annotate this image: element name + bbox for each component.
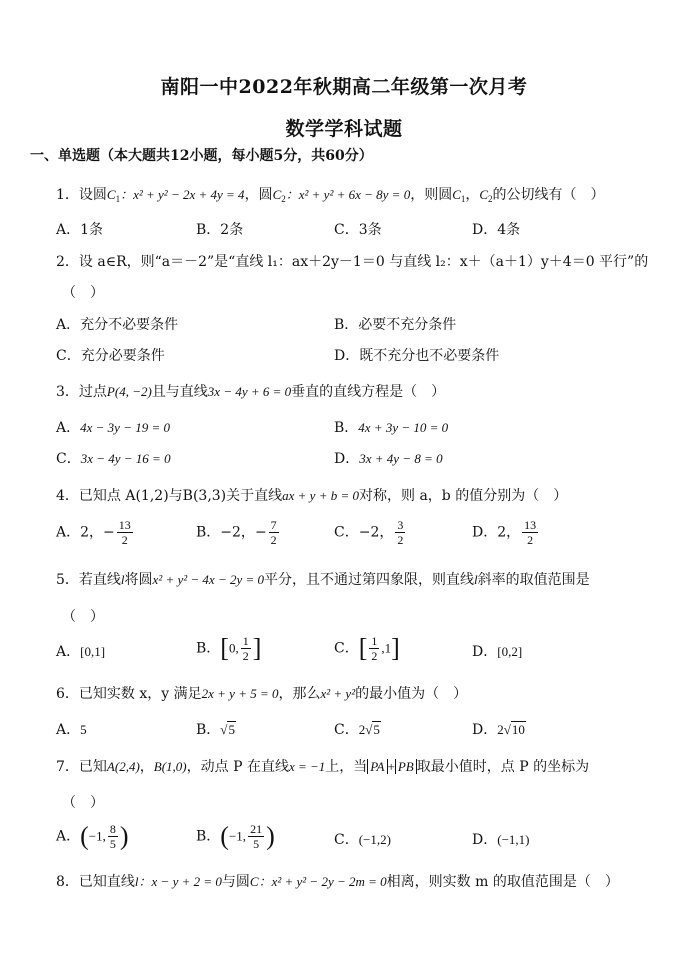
q3-option-d[interactable]: D．3x + 4y − 8 = 0 [334, 451, 443, 467]
page-subtitle: 数学学科试题 [285, 118, 403, 140]
q7-option-d[interactable]: D．(−1,1) [472, 832, 530, 848]
q3-option-c[interactable]: C．3x − 4y − 16 = 0 [56, 451, 171, 467]
q6-option-a[interactable]: A．5 [56, 722, 87, 738]
section-heading: 一、单选题（本大题共12小题，每小题5分，共60分） [30, 148, 373, 164]
q2-option-d[interactable]: D．既不充分也不必要条件 [334, 348, 500, 364]
question-7: 7．已知A(2,4)，B(1,0)，动点 P 在直线x = −1上，当 PA + PB 取最小值时，点 P 的坐标为 [56, 759, 590, 775]
q6-option-c[interactable]: C．2√5 [334, 722, 380, 738]
page-title: 南阳一中2022年秋期高二年级第一次月考 [160, 76, 528, 98]
question-7-blank: （ ） [62, 795, 104, 811]
q2-option-b[interactable]: B．必要不充分条件 [334, 317, 457, 333]
q5-option-a[interactable]: A．[0,1] [56, 644, 106, 660]
q4-option-c[interactable]: C．−2， $\frac{3}{2}$ [334, 518, 404, 547]
q1-option-d[interactable]: D．4条 [472, 222, 521, 238]
question-8: 8．已知直线l：x − y + 2 = 0与圆C：x² + y² − 2y − 2m = 0相离，则实数 m 的取值范围是（ ） [56, 874, 619, 890]
q5-option-d[interactable]: D．[0,2] [472, 644, 523, 660]
q7-option-a[interactable]: A．(−1, $\frac{8}{5}$ ) [56, 821, 129, 851]
question-1: 1．设圆$C_1$：x² + y² − 2x + 4y = 4，圆$C_2$：x² + y² + 6x − 8y = 0，则圆$C_1$，$C_2$的公切线有（ ） [56, 187, 605, 204]
q2-option-a[interactable]: A．充分不必要条件 [56, 317, 179, 333]
q6-option-b[interactable]: B．√5 [196, 722, 235, 738]
q4-option-a[interactable]: A．2，− $\frac{13}{2}$ [56, 518, 131, 547]
q7-option-b[interactable]: B．(−1, $\frac{21}{5}$ ) [196, 821, 275, 851]
question-2: 2．设 a∈R，则“a＝－2”是“直线 l₁：ax＋2y－1＝0 与直线 l₂：x＋（a＋1）y＋4＝0 平行”的 [56, 254, 649, 270]
q3-option-b[interactable]: B．4x + 3y − 10 = 0 [334, 420, 449, 436]
q1-option-b[interactable]: B．2条 [196, 222, 244, 238]
q1-option-c[interactable]: C．3条 [334, 222, 382, 238]
question-6: 6．已知实数 x，y 满足2x + y + 5 = 0，那么x² + y²的最小值为（ ） [56, 686, 468, 702]
q5-option-b[interactable]: B．[0, $\frac{1}{2}$ ] [196, 633, 262, 663]
q4-option-d[interactable]: D．2， $\frac{13}{2}$ [472, 518, 537, 547]
question-5: 5．若直线l将圆x² + y² − 4x − 2y = 0平分，且不通过第四象限，则直线l斜率的取值范围是 [56, 572, 590, 588]
question-4: 4．已知点 A(1,2)与B(3,3)关于直线ax + y + b = 0对称，则 a，b 的值分别为（ ） [56, 488, 568, 504]
q7-option-c[interactable]: C．(−1,2) [334, 832, 391, 848]
q1-option-a[interactable]: A．1条 [56, 222, 104, 238]
q6-option-d[interactable]: D．2√10 [472, 722, 525, 738]
q3-option-a[interactable]: A．4x − 3y − 19 = 0 [56, 420, 170, 436]
q5-option-c[interactable]: C．[ $\frac{1}{2}$ ,1] [334, 633, 400, 663]
question-3: 3．过点P(4, −2)且与直线3x − 4y + 6 = 0垂直的直线方程是（ ） [56, 384, 446, 400]
q2-option-c[interactable]: C．充分必要条件 [56, 348, 165, 364]
question-5-blank: （ ） [62, 609, 104, 625]
q4-option-b[interactable]: B．−2，− $\frac{7}{2}$ [196, 518, 277, 547]
question-2-blank: （ ） [62, 285, 104, 301]
